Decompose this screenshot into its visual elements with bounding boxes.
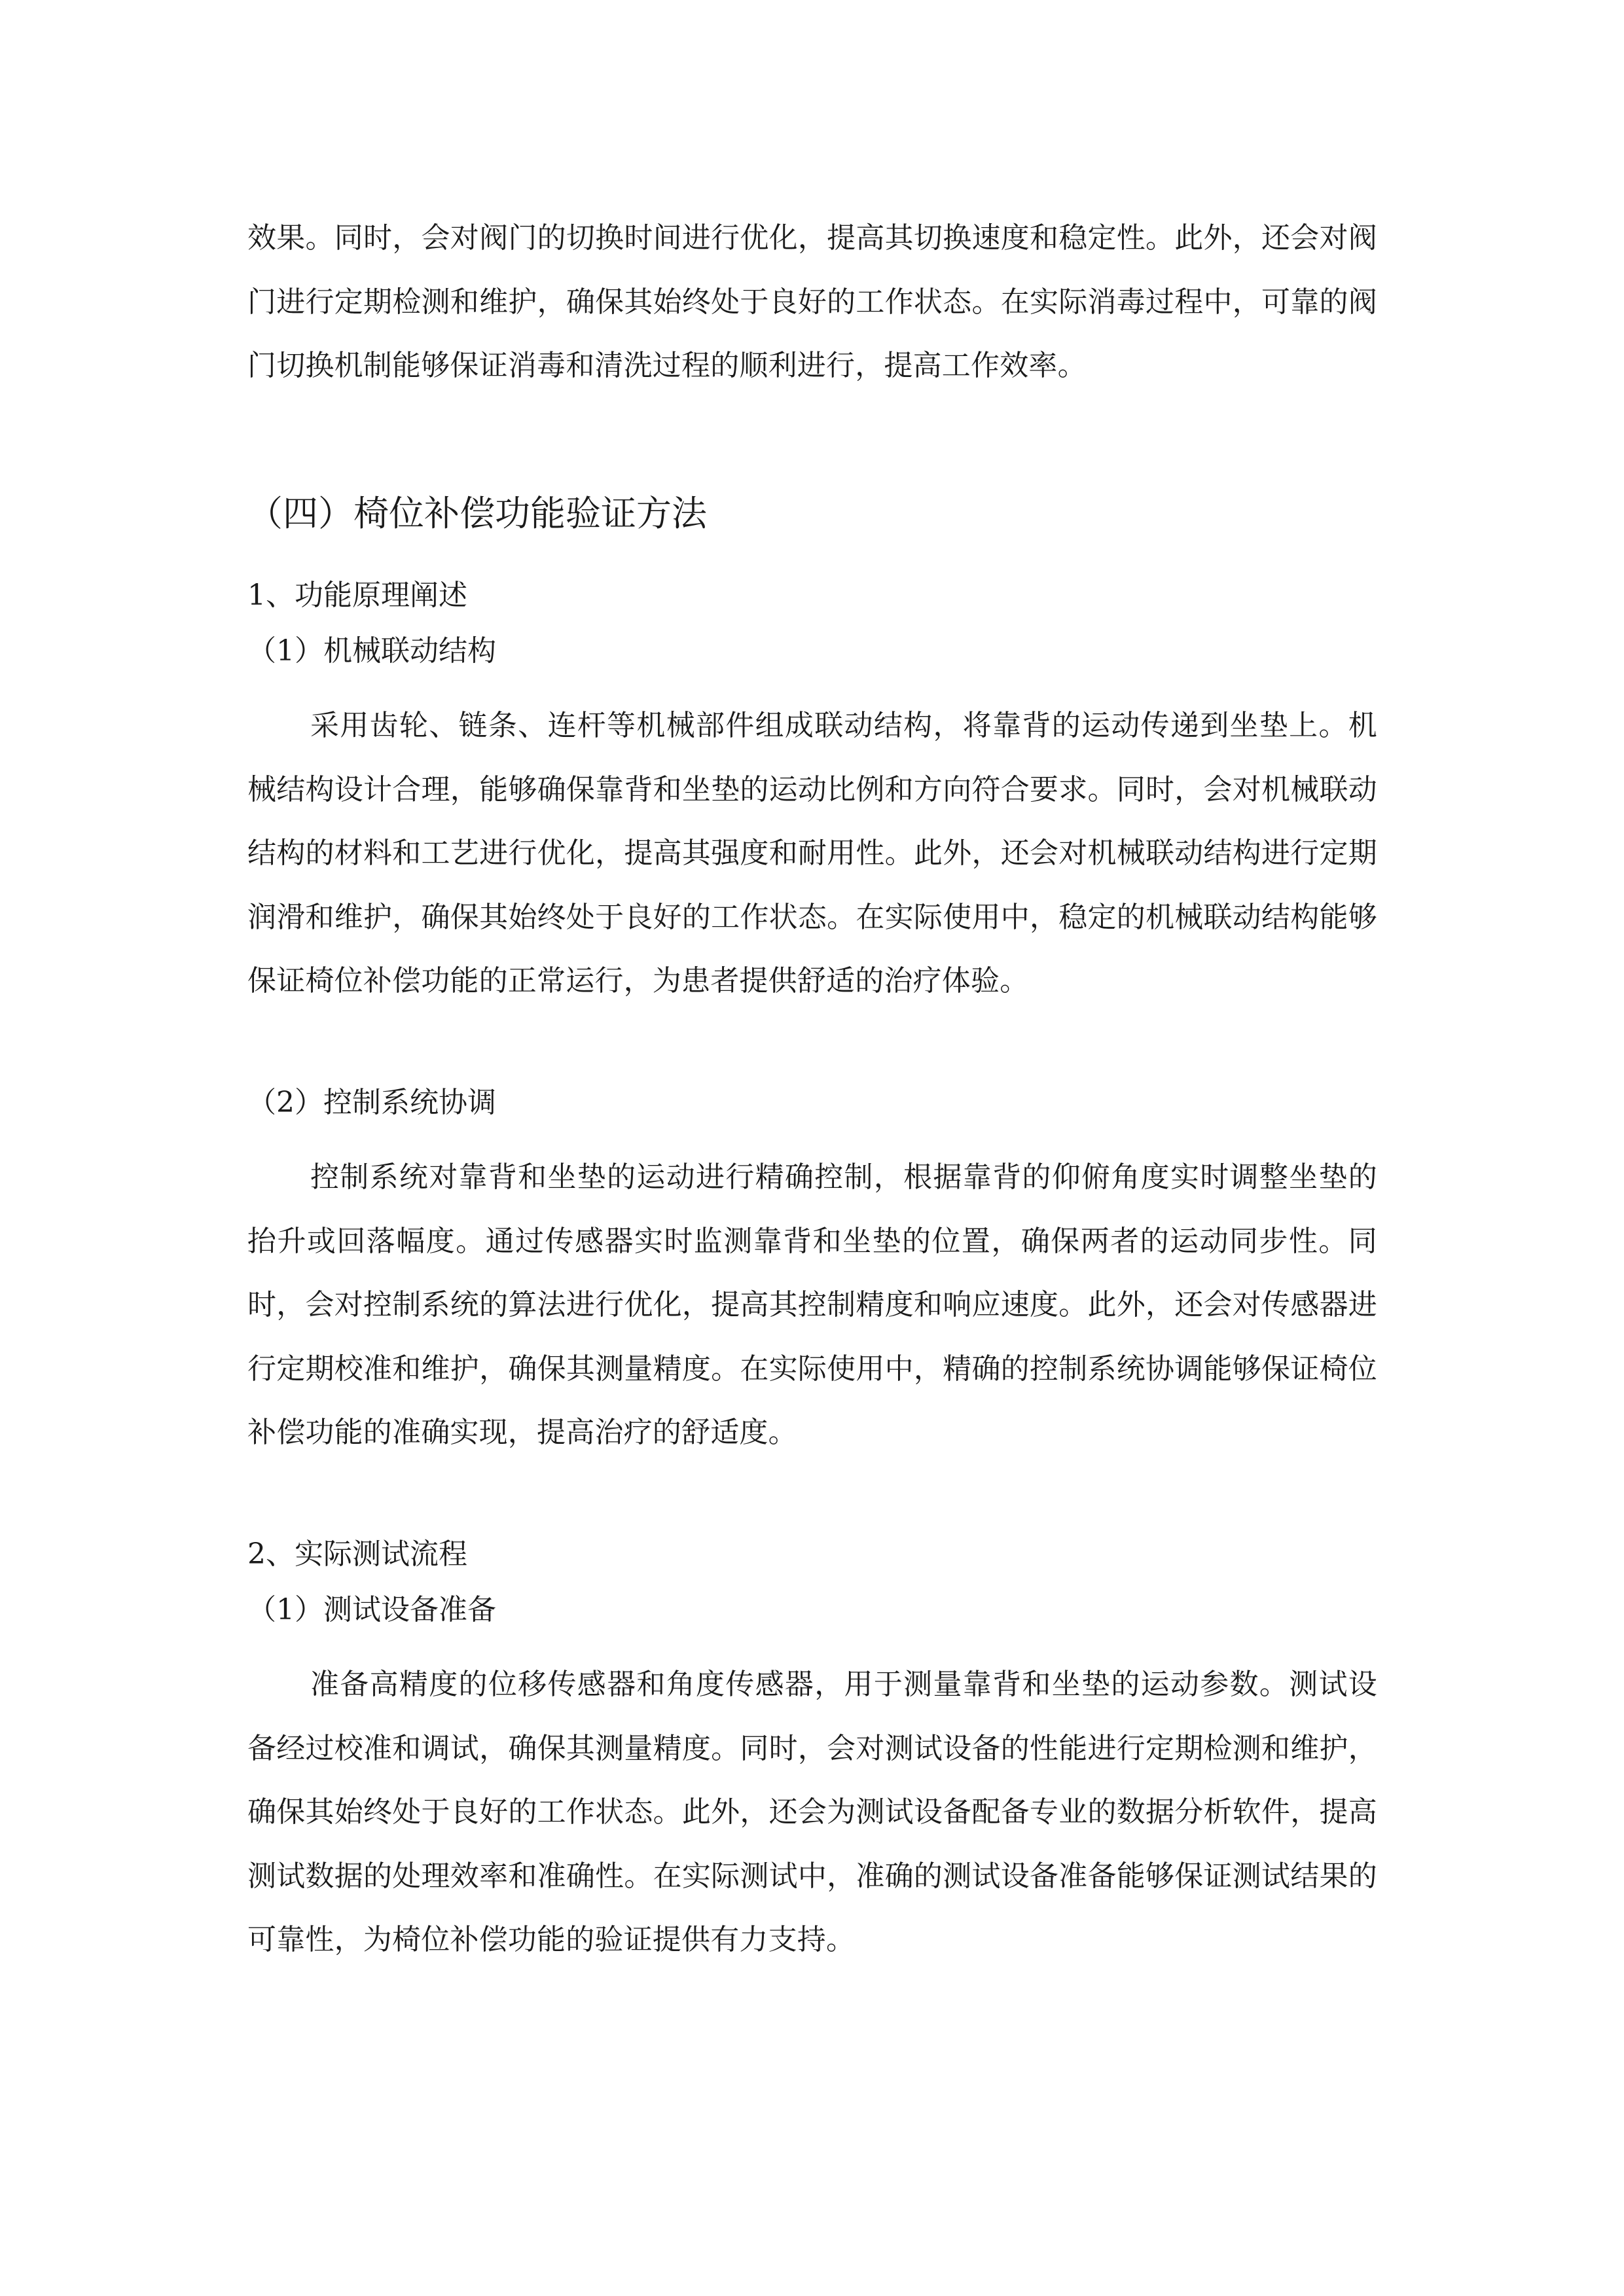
item2-sub1-paragraph: 准备高精度的位移传感器和角度传感器，用于测量靠背和坐垫的运动参数。测试设备经过校准和调试，确保其测量精度。同时，会对测试设备的性能进行定期检测和维护，确保其始终处于良好的工作状态。此外，还会为测试设备配备专业的数据分析软件，提高测试数据的处理效率和准确性。在实际测试中，准确的测试设备准备能够保证测试结果的可靠性，为椅位补偿功能的验证提供有力支持。 — [247, 1668, 1377, 1956]
item2-sub1-heading: （1）测试设备准备 — [247, 1593, 496, 1626]
item1-sub1-paragraph: 采用齿轮、链条、连杆等机械部件组成联动结构，将靠背的运动传递到坐垫上。机械结构设计合理，能够确保靠背和坐垫的运动比例和方向符合要求。同时，会对机械联动结构的材料和工艺进行优化，提高其强度和耐用性。此外，还会对机械联动结构进行定期润滑和维护，确保其始终处于良好的工作状态。在实际使用中，稳定的机械联动结构能够保证椅位补偿功能的正常运行，为患者提供舒适的治疗体验。 — [247, 709, 1377, 997]
item1-sub1-heading: （1）机械联动结构 — [247, 634, 496, 668]
item1-sub2-heading: （2）控制系统协调 — [247, 1086, 496, 1119]
item2-heading: 2、实际测试流程 — [247, 1537, 467, 1571]
section-heading: （四）椅位补偿功能验证方法 — [247, 493, 707, 534]
intro-paragraph: 效果。同时，会对阀门的切换时间进行优化，提高其切换速度和稳定性。此外，还会对阀门进行定期检测和维护，确保其始终处于良好的工作状态。在实际消毒过程中，可靠的阀门切换机制能够保证消毒和清洗过程的顺利进行，提高工作效率。 — [247, 221, 1377, 382]
item1-heading: 1、功能原理阐述 — [247, 579, 467, 612]
item1-sub2-paragraph: 控制系统对靠背和坐垫的运动进行精确控制，根据靠背的仰俯角度实时调整坐垫的抬升或回落幅度。通过传感器实时监测靠背和坐垫的位置，确保两者的运动同步性。同时，会对控制系统的算法进行优化，提高其控制精度和响应速度。此外，还会对传感器进行定期校准和维护，确保其测量精度。在实际使用中，精确的控制系统协调能够保证椅位补偿功能的准确实现，提高治疗的舒适度。 — [247, 1160, 1377, 1449]
